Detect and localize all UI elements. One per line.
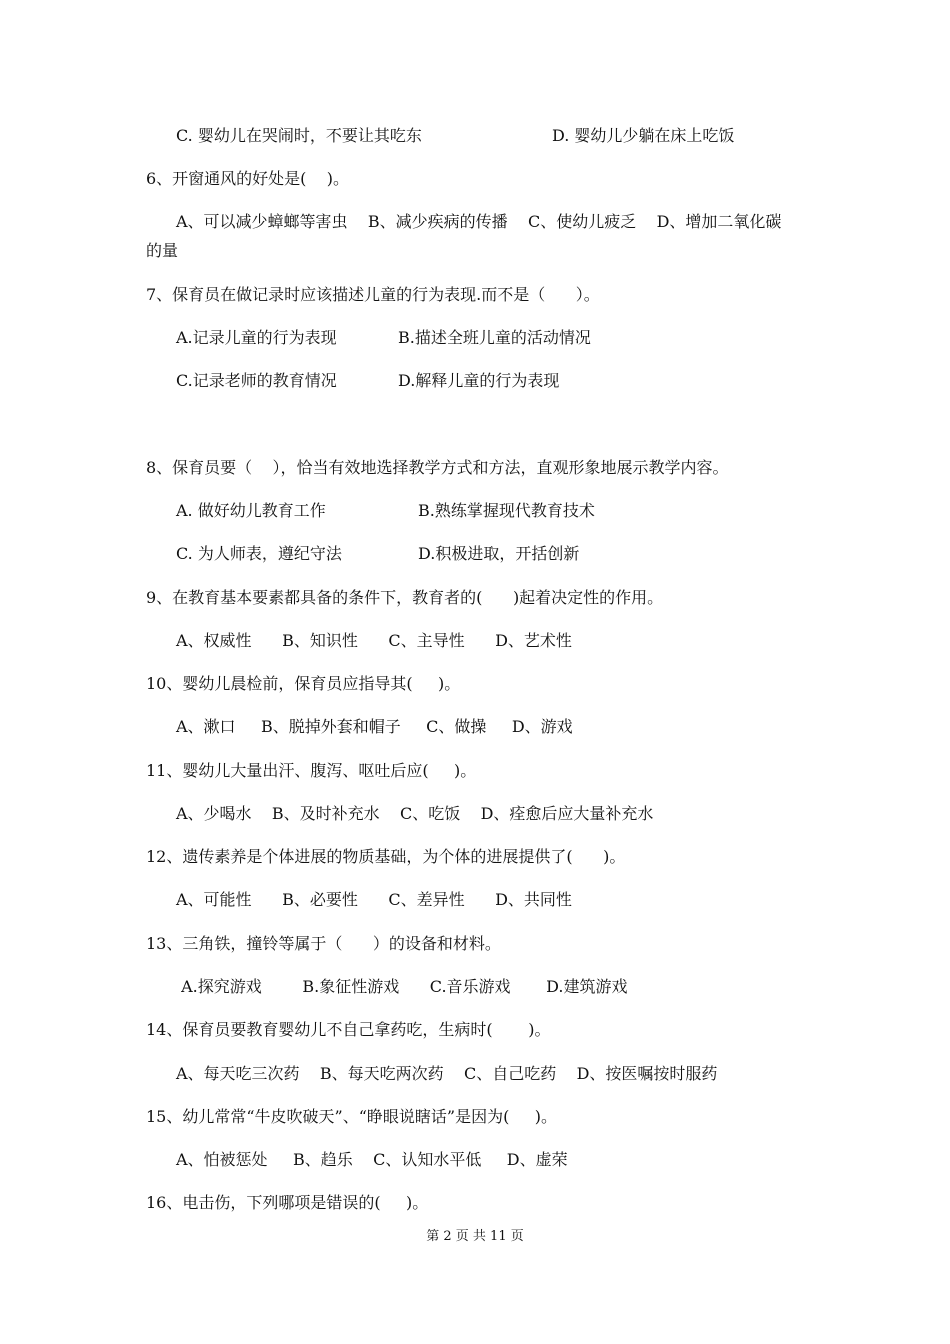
question-13: 13、三角铁，撞铃等属于（ ）的设备和材料。 <box>146 934 501 953</box>
question-16: 16、电击伤，下列哪项是错误的( )。 <box>146 1193 429 1212</box>
option-d: D.积极进取，开括创新 <box>418 544 580 563</box>
options-line: A、少喝水 B、及时补充水 C、吃饭 D、痊愈后应大量补充水 <box>176 804 654 823</box>
question-15: 15、幼儿常常“牛皮吹破天”、“睁眼说瞎话”是因为( )。 <box>146 1107 557 1126</box>
options-line: A、可能性 B、必要性 C、差异性 D、共同性 <box>176 890 572 909</box>
options-line: A、怕被惩处 B、趋乐 C、认知水平低 D、虚荣 <box>176 1150 568 1169</box>
question-7: 7、保育员在做记录时应该描述儿童的行为表现.而不是（ ）。 <box>146 285 600 304</box>
question-14: 14、保育员要教育婴幼儿不自己拿药吃，生病时( )。 <box>146 1020 551 1039</box>
options-line: A、每天吃三次药 B、每天吃两次药 C、自己吃药 D、按医嘱按时服药 <box>176 1064 718 1083</box>
option-c: C. 为人师表，遵纪守法 <box>176 544 342 563</box>
page-footer: 第 2 页 共 11 页 <box>426 1229 524 1244</box>
options-line-wrap: 的量 <box>146 241 179 260</box>
options-line: A、权威性 B、知识性 C、主导性 D、艺术性 <box>176 631 572 650</box>
option-c: C.记录老师的教育情况 <box>176 371 337 390</box>
question-11: 11、婴幼儿大量出汗、腹泻、呕吐后应( )。 <box>146 761 477 780</box>
option-b: B.熟练掌握现代教育技术 <box>418 501 595 520</box>
option-b: B.描述全班儿童的活动情况 <box>398 328 591 347</box>
option-a: A. 做好幼儿教育工作 <box>176 501 326 520</box>
question-12: 12、遗传素养是个体进展的物质基础，为个体的进展提供了( )。 <box>146 847 626 866</box>
question-9: 9、在教育基本要素都具备的条件下，教育者的( )起着决定性的作用。 <box>146 588 664 607</box>
options-line: A.探究游戏 B.象征性游戏 C.音乐游戏 D.建筑游戏 <box>176 977 628 996</box>
question-6: 6、开窗通风的好处是( )。 <box>146 169 350 188</box>
option-a: A.记录儿童的行为表现 <box>176 328 337 347</box>
options-line: A、可以减少蟑螂等害虫 B、减少疾病的传播 C、使幼儿疲乏 D、增加二氧化碳 <box>176 212 782 231</box>
options-line: A、漱口 B、脱掉外套和帽子 C、做操 D、游戏 <box>176 717 573 736</box>
option-d: D.解释儿童的行为表现 <box>398 371 560 390</box>
option-c: C. 婴幼儿在哭闹时，不要让其吃东 <box>176 126 422 145</box>
question-8: 8、保育员要（ ），恰当有效地选择教学方式和方法，直观形象地展示教学内容。 <box>146 458 729 477</box>
option-d: D. 婴幼儿少躺在床上吃饭 <box>552 126 735 145</box>
question-10: 10、婴幼儿晨检前，保育员应指导其( )。 <box>146 674 461 693</box>
